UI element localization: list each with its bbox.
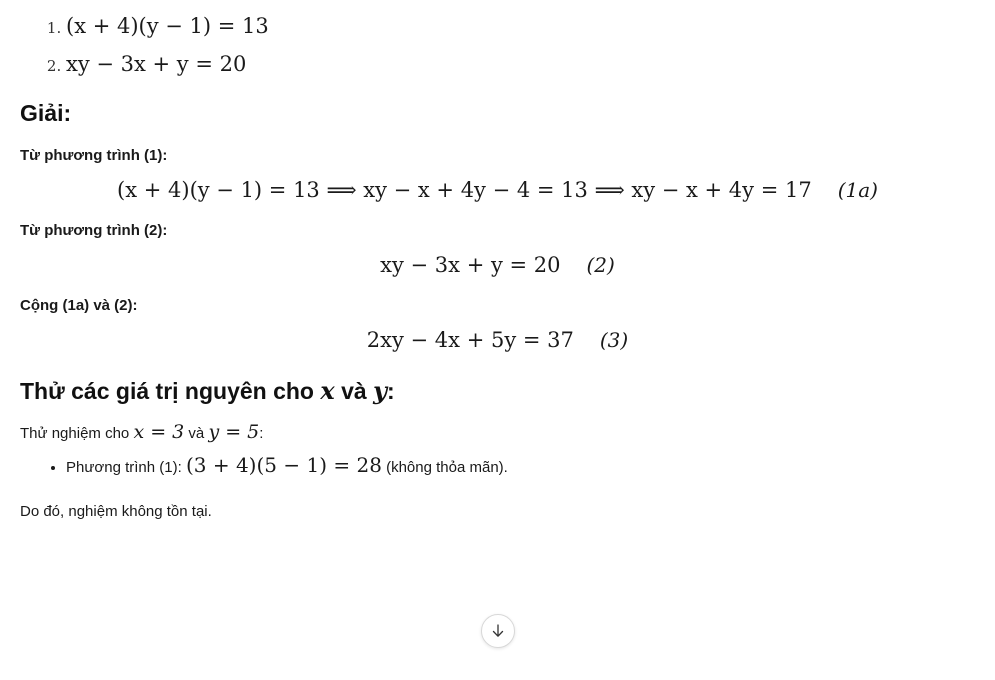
list-item bbox=[66, 14, 975, 38]
trial-heading-prefix: Thử các giá trị nguyên cho bbox=[20, 378, 321, 404]
derivation-line-1a bbox=[20, 178, 975, 202]
bullet-label: Phương trình (1): bbox=[66, 459, 186, 476]
equation-2-line bbox=[20, 253, 975, 277]
equation-2-math: xy − 3x + y = 20 bbox=[380, 253, 561, 277]
equation-3-tag: (3) bbox=[599, 328, 629, 352]
trial-bullet-list bbox=[20, 453, 975, 477]
trial-values-heading bbox=[20, 376, 975, 405]
scroll-down-button[interactable] bbox=[481, 614, 515, 648]
equation-list bbox=[20, 0, 975, 76]
trial-line-y: y = 5 bbox=[208, 421, 260, 443]
add-equations-label: Cộng (1a) và (2): bbox=[20, 297, 138, 314]
conclusion-text: Do đó, nghiệm không tồn tại. bbox=[20, 503, 212, 520]
equation-3-line bbox=[20, 328, 975, 352]
list-item bbox=[66, 453, 975, 477]
trial-line-prefix: Thử nghiệm cho bbox=[20, 425, 134, 442]
trial-heading-suffix: : bbox=[387, 378, 395, 404]
trial-line-suffix: : bbox=[259, 425, 264, 442]
trial-heading-x: x bbox=[320, 376, 335, 405]
equation-2-text: xy − 3x + y = 20 bbox=[66, 52, 247, 76]
trial-heading-and: và bbox=[334, 378, 374, 404]
derivation-tag: (1a) bbox=[837, 178, 878, 202]
equation-1-text: (x + 4)(y − 1) = 13 bbox=[66, 14, 269, 38]
equation-2-tag: (2) bbox=[586, 253, 615, 277]
trial-line bbox=[20, 421, 975, 443]
solution-heading: Giải: bbox=[20, 100, 72, 126]
from-equation-1-label: Từ phương trình (1): bbox=[20, 147, 168, 164]
from-equation-2-label: Từ phương trình (2): bbox=[20, 222, 168, 239]
bullet-note: (không thỏa mãn). bbox=[381, 459, 508, 476]
trial-line-and: và bbox=[184, 425, 209, 442]
list-item bbox=[66, 52, 975, 76]
trial-line-x: x = 3 bbox=[133, 421, 185, 443]
arrow-down-icon bbox=[489, 622, 507, 640]
trial-heading-y: y bbox=[373, 376, 388, 405]
bullet-math: (3 + 4)(5 − 1) = 28 bbox=[185, 453, 382, 477]
equation-3-math: 2xy − 4x + 5y = 37 bbox=[366, 328, 574, 352]
derivation-math: (x + 4)(y − 1) = 13 ⟹ xy − x + 4y − 4 = 13 ⟹ xy − x + 4y = 17 bbox=[117, 178, 812, 202]
